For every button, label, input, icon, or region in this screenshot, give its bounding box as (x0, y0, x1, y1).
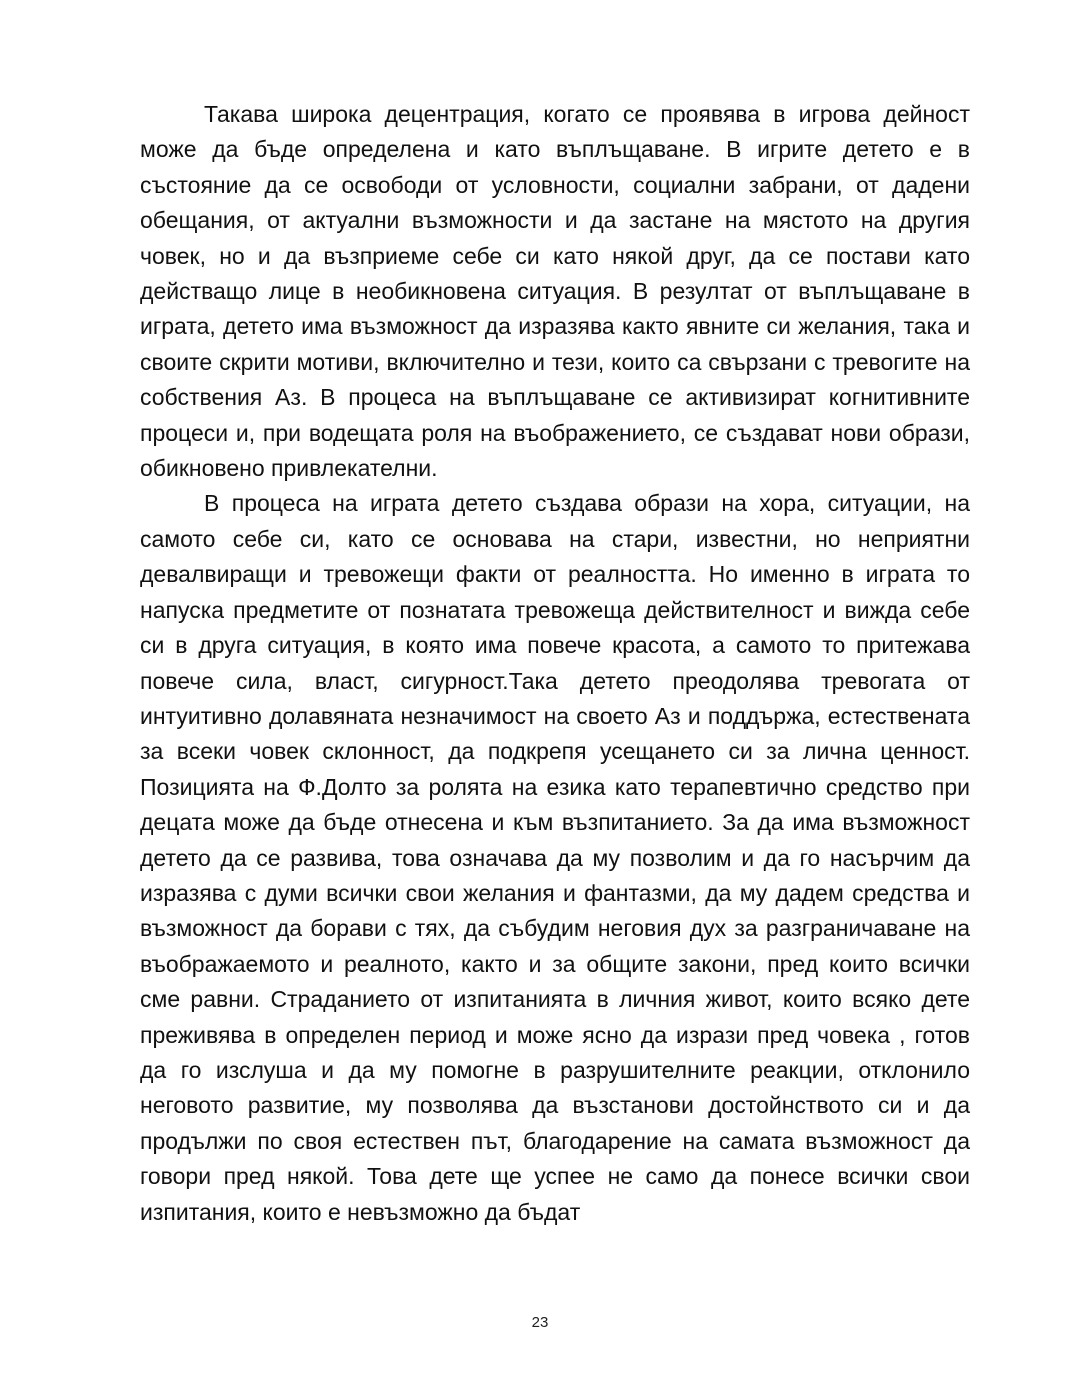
page-number: 23 (531, 1314, 549, 1331)
paragraph-play-process: В процеса на играта детето създава образи на хора, ситуации, на самото себе си, като се основава на стари, известни, но неприятни девалвиращи и тревожещи факти от реалността. Но именно в играта то напуска предметите от познатата тревожеща действителност и вижда себе си в друга ситуация, в която има повече красота, а самото то притежава повече сила, власт, сигурност.Така детето преодолява тревогата от интуитивно долавяната незначимост на своето Аз и поддържа, естествената за всеки човек склонност, да подкрепя усещането си за лична ценност. Позицията на Ф.Долто за ролята на езика като терапевтично средство при децата може да бъде отнесена и към възпитанието. За да има възможност детето да се развива, това означава да му позволим и да го насърчим да изразява с думи всички свои желания и фантазми, да му дадем средства и възможност да борави с тях, да събудим неговия дух за разграничаване на въображаемото и реалното, както и за общите закони, пред които всички сме равни. Страданието от изпитанията в личния живот, които всяко дете преживява в определен период и може ясно да изрази пред човека , готов да го изслуша и да му помогне в разрушителните реакции, отклонило неговото развитие, му позволява да възстанови достойнството си и да продължи по своя естествен път, благодарение на самата възможност да говори пред някой. Това дете ще успее не само да понесе всички свои изпитания, които е невъзможно да бъдат (140, 490, 970, 1225)
body-text (140, 97, 970, 1230)
paragraph-decentration: Такава широка децентрация, когато се проявява в игрова дейност може да бъде определена и като въплъщаване. В игрите детето е в състояние да се освободи от условности, социални забрани, от дадени обещания, от актуални възможности и да застане на мястото на другия човек, но и да възприеме себе си като някой друг, да се постави като действащо лице в необикновена ситуация. В резултат от въплъщаване в играта, детето има възможност да изразява както явните си желания, така и своите скрити мотиви, включително и тези, които са свързани с тревогите на собствения Аз. В процеса на въплъщаване се активизират когнитивните процеси и, при водещата роля на въображението, се създават нови образи, обикновено привлекателни. (140, 101, 970, 482)
